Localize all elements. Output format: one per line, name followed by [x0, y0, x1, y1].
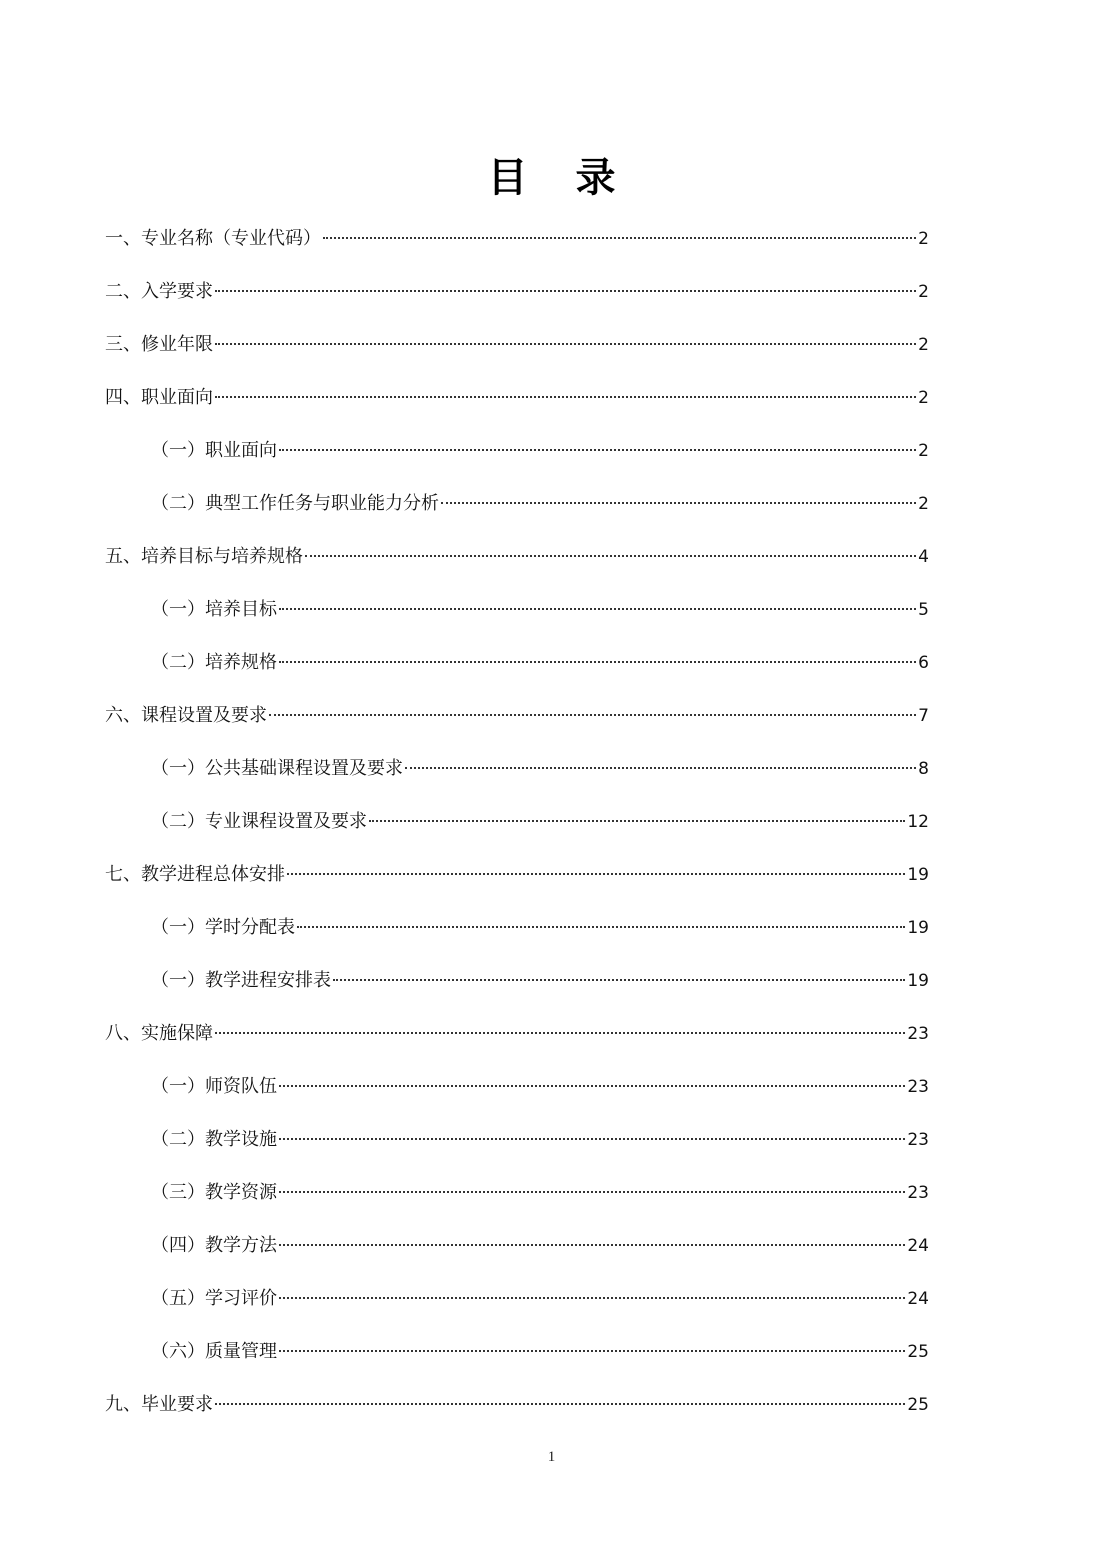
dot-leader — [215, 343, 916, 345]
toc-entry[interactable] — [105, 328, 929, 381]
toc-entry-page: 2 — [918, 494, 929, 514]
toc-entry[interactable] — [105, 1176, 929, 1229]
toc-entry[interactable] — [105, 805, 929, 858]
toc-entry-page: 7 — [918, 706, 929, 726]
toc-entry-label: 四、职业面向 — [105, 387, 213, 408]
toc-entry-label: 三、修业年限 — [105, 334, 213, 355]
toc-entry-page: 2 — [918, 282, 929, 302]
dot-leader — [279, 1085, 905, 1087]
toc-entry[interactable] — [105, 1282, 929, 1335]
toc-entry-page: 23 — [907, 1077, 929, 1097]
toc-entry-label: （一）公共基础课程设置及要求 — [151, 758, 403, 779]
dot-leader — [215, 1403, 905, 1405]
toc-entry-label: （五）学习评价 — [151, 1288, 277, 1309]
dot-leader — [279, 449, 916, 451]
toc-entry[interactable] — [105, 222, 929, 275]
toc-entry-label: （一）学时分配表 — [151, 917, 295, 938]
title-char-1: 目 — [487, 154, 528, 201]
toc-entry-label: 二、入学要求 — [105, 281, 213, 302]
toc-entry[interactable] — [105, 699, 929, 752]
toc-entry-page: 2 — [918, 229, 929, 249]
toc-entry-page: 5 — [918, 600, 929, 620]
toc-entry-page: 6 — [918, 653, 929, 673]
toc-entry[interactable] — [105, 911, 929, 964]
dot-leader — [279, 1138, 905, 1140]
dot-leader — [441, 502, 916, 504]
dot-leader — [279, 1191, 905, 1193]
page-number: 1 — [547, 1449, 556, 1465]
toc-entry-page: 2 — [918, 335, 929, 355]
toc-entry-page: 25 — [907, 1395, 929, 1415]
dot-leader — [279, 1297, 905, 1299]
toc-entry-page: 12 — [907, 812, 929, 832]
toc-entry-page: 8 — [918, 759, 929, 779]
toc-entry-label: （一）教学进程安排表 — [151, 970, 331, 991]
toc-entry-page: 4 — [918, 547, 929, 567]
toc-entry-page: 19 — [907, 865, 929, 885]
toc-entry-label: 一、专业名称（专业代码） — [105, 228, 321, 249]
toc-entry-label: （六）质量管理 — [151, 1341, 277, 1362]
title-char-2: 录 — [575, 154, 616, 201]
toc-entry-page: 24 — [907, 1289, 929, 1309]
toc-entry-page: 25 — [907, 1342, 929, 1362]
toc-entry-label: 六、课程设置及要求 — [105, 705, 267, 726]
toc-entry-page: 2 — [918, 441, 929, 461]
dot-leader — [405, 767, 916, 769]
toc-entry[interactable] — [105, 381, 929, 434]
dot-leader — [333, 979, 905, 981]
dot-leader — [287, 873, 905, 875]
dot-leader — [279, 1350, 905, 1352]
dot-leader — [269, 714, 916, 716]
toc-entry[interactable] — [105, 1229, 929, 1282]
toc-entry[interactable] — [105, 1335, 929, 1388]
table-of-contents — [105, 222, 929, 1441]
toc-entry[interactable] — [105, 858, 929, 911]
toc-entry[interactable] — [105, 593, 929, 646]
dot-leader — [279, 1244, 905, 1246]
toc-entry[interactable] — [105, 487, 929, 540]
toc-entry-label: 八、实施保障 — [105, 1023, 213, 1044]
toc-entry-label: 九、毕业要求 — [105, 1394, 213, 1415]
dot-leader — [279, 608, 916, 610]
toc-entry-page: 23 — [907, 1130, 929, 1150]
toc-entry[interactable] — [105, 1388, 929, 1441]
toc-entry-label: （二）专业课程设置及要求 — [151, 811, 367, 832]
toc-entry-label: （二）培养规格 — [151, 652, 277, 673]
toc-entry[interactable] — [105, 964, 929, 1017]
toc-entry-page: 19 — [907, 971, 929, 991]
toc-entry[interactable] — [105, 434, 929, 487]
toc-entry[interactable] — [105, 1017, 929, 1070]
toc-entry-label: 五、培养目标与培养规格 — [105, 546, 303, 567]
toc-entry[interactable] — [105, 752, 929, 805]
toc-entry-label: （一）培养目标 — [151, 599, 277, 620]
dot-leader — [215, 1032, 905, 1034]
dot-leader — [305, 555, 916, 557]
toc-entry-page: 2 — [918, 388, 929, 408]
toc-entry-label: （二）教学设施 — [151, 1129, 277, 1150]
toc-entry-label: （二）典型工作任务与职业能力分析 — [151, 493, 439, 514]
toc-entry-page: 19 — [907, 918, 929, 938]
toc-entry-label: （四）教学方法 — [151, 1235, 277, 1256]
dot-leader — [215, 396, 916, 398]
dot-leader — [297, 926, 905, 928]
dot-leader — [215, 290, 916, 292]
toc-entry-label: （三）教学资源 — [151, 1182, 277, 1203]
toc-entry[interactable] — [105, 1123, 929, 1176]
toc-entry[interactable] — [105, 646, 929, 699]
toc-entry[interactable] — [105, 275, 929, 328]
toc-entry-page: 23 — [907, 1183, 929, 1203]
toc-entry[interactable] — [105, 1070, 929, 1123]
page-title — [0, 146, 1103, 203]
toc-entry-label: （一）职业面向 — [151, 440, 277, 461]
toc-entry[interactable] — [105, 540, 929, 593]
toc-entry-label: 七、教学进程总体安排 — [105, 864, 285, 885]
dot-leader — [279, 661, 916, 663]
dot-leader — [369, 820, 905, 822]
toc-entry-page: 24 — [907, 1236, 929, 1256]
toc-entry-label: （一）师资队伍 — [151, 1076, 277, 1097]
toc-entry-page: 23 — [907, 1024, 929, 1044]
dot-leader — [323, 237, 916, 239]
